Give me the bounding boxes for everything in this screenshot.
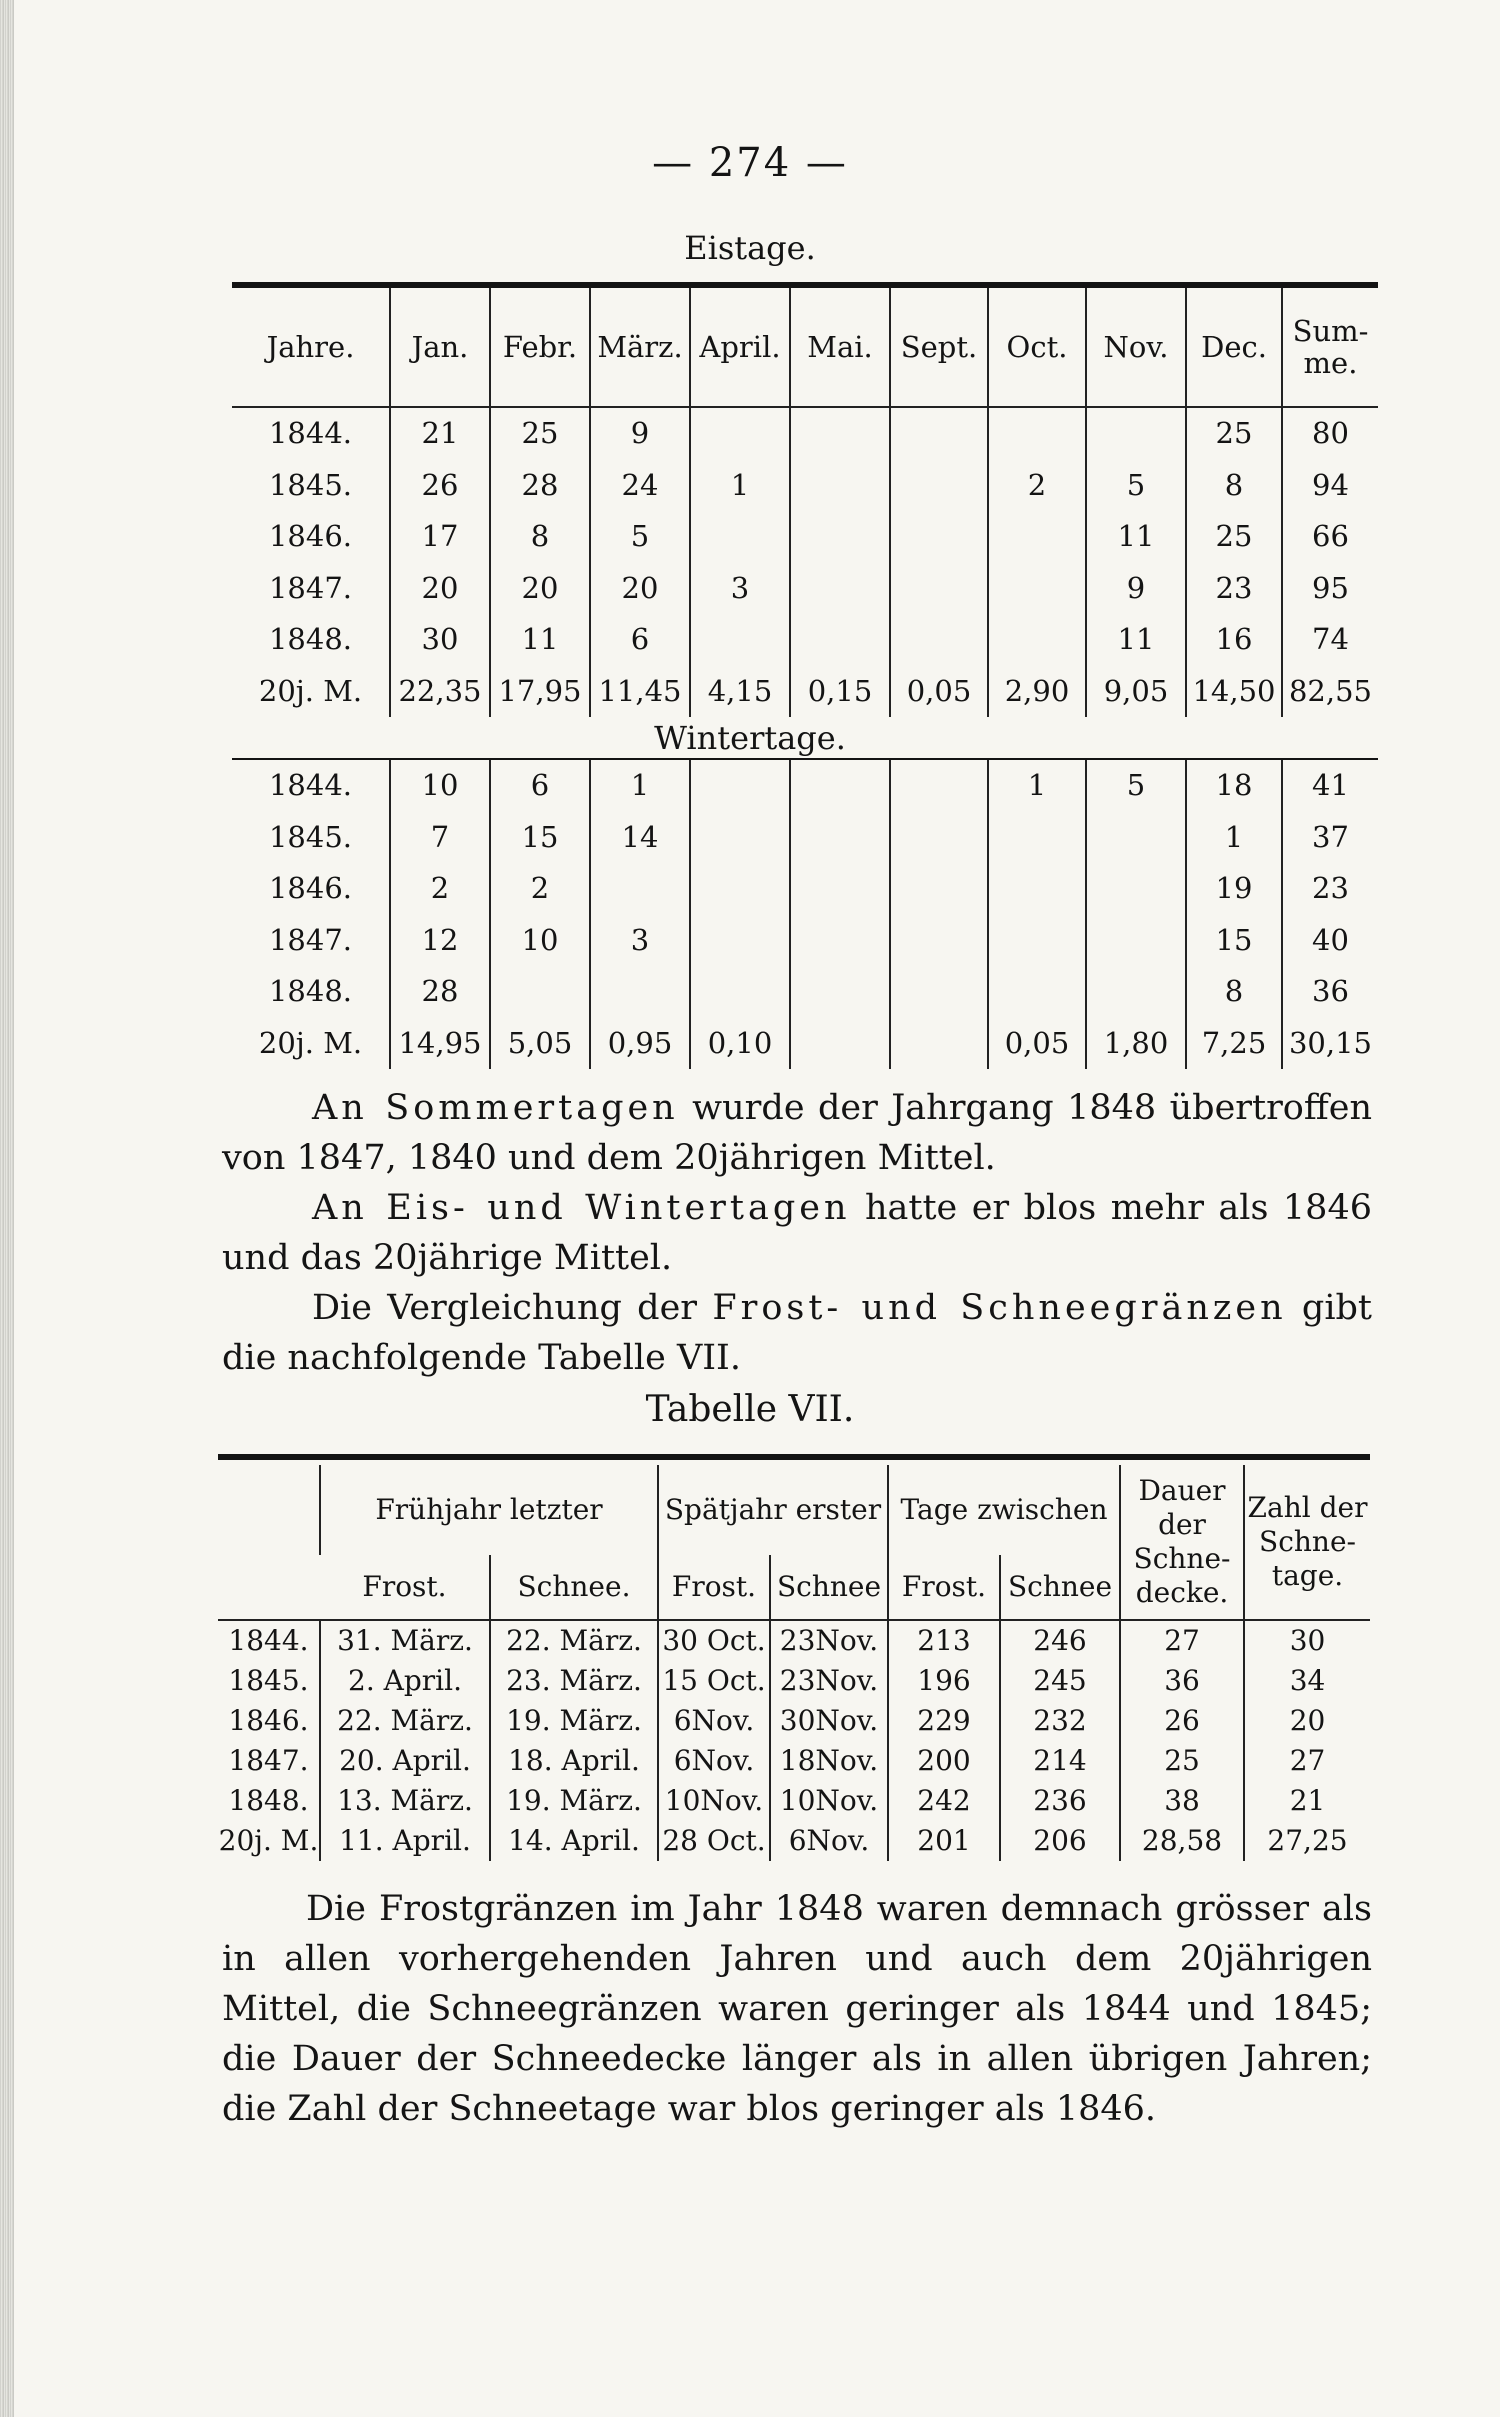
table-cell bbox=[890, 812, 988, 864]
table-cell: 9 bbox=[1086, 563, 1186, 615]
table-cell bbox=[988, 966, 1086, 1018]
header-jan: Jan. bbox=[390, 288, 490, 407]
table-cell: 20. April. bbox=[320, 1741, 490, 1781]
table-cell: 95 bbox=[1282, 563, 1378, 615]
table-cell: 10Nov. bbox=[658, 1781, 770, 1821]
table-cell: 23 bbox=[1186, 563, 1282, 615]
table-cell: 8 bbox=[1186, 460, 1282, 512]
eistage-table bbox=[232, 288, 1378, 717]
table-cell: 22. März. bbox=[320, 1701, 490, 1741]
paragraph-text: wurde der Jahrgang 1848 übertroffen von 1847, 1840 und dem 20jährigen Mittel. bbox=[222, 1088, 1372, 1178]
subheader-tage-frost: Frost. bbox=[888, 1555, 1000, 1620]
table-cell: 7 bbox=[390, 812, 490, 864]
row-year-cell: 1844. bbox=[268, 416, 353, 450]
table-row bbox=[218, 1741, 1370, 1781]
table-cell: 26 bbox=[390, 460, 490, 512]
table-cell bbox=[790, 614, 890, 666]
table-cell bbox=[890, 863, 988, 915]
eistage-caption: Eistage. bbox=[684, 229, 816, 267]
table-row bbox=[232, 812, 1378, 864]
table-cell bbox=[790, 915, 890, 967]
table-cell: 1,80 bbox=[1086, 1018, 1186, 1070]
table-cell: 15 bbox=[490, 812, 590, 864]
table-cell bbox=[890, 614, 988, 666]
table-cell: 214 bbox=[1000, 1741, 1120, 1781]
table-cell: 23Nov. bbox=[770, 1661, 888, 1701]
table-cell: 11 bbox=[1086, 614, 1186, 666]
table-cell: 82,55 bbox=[1282, 666, 1378, 718]
table-cell bbox=[1086, 407, 1186, 460]
table-cell: 30Nov. bbox=[770, 1701, 888, 1741]
table-cell: 10 bbox=[490, 915, 590, 967]
subheader-spaetjahr-frost: Frost. bbox=[658, 1555, 770, 1620]
table-cell: 229 bbox=[888, 1701, 1000, 1741]
table-cell: 25 bbox=[1120, 1741, 1244, 1781]
row-year-cell: 1844. bbox=[228, 1624, 309, 1657]
table-cell: 37 bbox=[1282, 812, 1378, 864]
table-cell: 0,15 bbox=[790, 666, 890, 718]
table-cell: 18Nov. bbox=[770, 1741, 888, 1781]
eistage-body bbox=[232, 407, 1378, 717]
row-year-cell: 1848. bbox=[268, 622, 353, 656]
table-row bbox=[232, 511, 1378, 563]
tabelle-vii-table bbox=[218, 1465, 1370, 1861]
table-cell bbox=[790, 511, 890, 563]
table-cell: 14. April. bbox=[490, 1821, 658, 1861]
table-cell: 15 Oct. bbox=[658, 1661, 770, 1701]
table-cell bbox=[490, 966, 590, 1018]
table-row bbox=[232, 614, 1378, 666]
header-dauer: Dauer der Schne-decke. bbox=[1120, 1465, 1244, 1620]
table-cell: 4,15 bbox=[690, 666, 790, 718]
table-cell: 17,95 bbox=[490, 666, 590, 718]
paragraph-text: gibt die nachfolgende Tabelle VII. bbox=[222, 1288, 1372, 1378]
row-year-cell: 1846. bbox=[268, 871, 353, 905]
header-jahre: Jahre. bbox=[266, 330, 355, 364]
table-cell: 1 bbox=[1186, 812, 1282, 864]
subheader-fruehjahr-frost: Frost. bbox=[362, 1570, 447, 1603]
table-cell: 246 bbox=[1000, 1620, 1120, 1661]
table-cell bbox=[690, 966, 790, 1018]
table-cell bbox=[890, 915, 988, 967]
header-spaetjahr: Spätjahr erster bbox=[658, 1465, 888, 1555]
row-year-cell: 1846. bbox=[228, 1704, 309, 1737]
table-cell: 38 bbox=[1120, 1781, 1244, 1821]
table-cell: 6Nov. bbox=[658, 1701, 770, 1741]
table-cell: 80 bbox=[1282, 407, 1378, 460]
table-cell: 1 bbox=[690, 460, 790, 512]
wintertage-table bbox=[232, 760, 1378, 1069]
table-cell: 9,05 bbox=[1086, 666, 1186, 718]
table-cell bbox=[790, 966, 890, 1018]
table-cell: 236 bbox=[1000, 1781, 1120, 1821]
table-cell: 25 bbox=[490, 407, 590, 460]
table-cell: 28 Oct. bbox=[658, 1821, 770, 1861]
tabelle-vii-body bbox=[218, 1620, 1370, 1861]
table-cell: 15 bbox=[1186, 915, 1282, 967]
row-year-cell: 1844. bbox=[268, 768, 353, 802]
wintertage-caption: Wintertage. bbox=[654, 719, 846, 757]
header-dec: Dec. bbox=[1186, 288, 1282, 407]
table-cell: 30,15 bbox=[1282, 1018, 1378, 1070]
table-cell: 18 bbox=[1186, 760, 1282, 812]
paragraph-eis-wintertage bbox=[222, 1183, 1372, 1283]
table-row bbox=[218, 1620, 1370, 1661]
table-cell: 2,90 bbox=[988, 666, 1086, 718]
row-year-cell: 1848. bbox=[268, 974, 353, 1008]
wintertage-body bbox=[232, 760, 1378, 1069]
table-row bbox=[218, 1781, 1370, 1821]
row-year-cell: 1847. bbox=[228, 1744, 309, 1777]
table-cell: 34 bbox=[1244, 1661, 1370, 1701]
table-row bbox=[218, 1661, 1370, 1701]
table-cell: 23Nov. bbox=[770, 1620, 888, 1661]
table-row bbox=[232, 666, 1378, 718]
table-cell: 201 bbox=[888, 1821, 1000, 1861]
table-cell: 19. März. bbox=[490, 1701, 658, 1741]
table-cell: 21 bbox=[390, 407, 490, 460]
table-cell bbox=[790, 460, 890, 512]
table-cell: 30 bbox=[1244, 1620, 1370, 1661]
table-cell bbox=[790, 563, 890, 615]
table-cell: 36 bbox=[1282, 966, 1378, 1018]
table-cell: 27 bbox=[1244, 1741, 1370, 1781]
table-cell: 22,35 bbox=[390, 666, 490, 718]
table-cell bbox=[690, 760, 790, 812]
table-cell: 8 bbox=[1186, 966, 1282, 1018]
tabelle-vii-caption: Tabelle VII. bbox=[645, 1389, 855, 1430]
table-cell: 11. April. bbox=[320, 1821, 490, 1861]
spaced-phrase: An Eis- und Wintertagen bbox=[312, 1188, 851, 1228]
table-cell bbox=[988, 511, 1086, 563]
table-cell bbox=[1086, 966, 1186, 1018]
table-cell: 206 bbox=[1000, 1821, 1120, 1861]
table-cell: 24 bbox=[590, 460, 690, 512]
table-cell: 17 bbox=[390, 511, 490, 563]
table-row bbox=[232, 863, 1378, 915]
table-cell: 242 bbox=[888, 1781, 1000, 1821]
table-cell: 21 bbox=[1244, 1781, 1370, 1821]
table-row bbox=[218, 1701, 1370, 1741]
table-cell bbox=[690, 407, 790, 460]
page-binding-edge bbox=[0, 0, 14, 2417]
table-cell: 30 bbox=[390, 614, 490, 666]
spaced-phrase: Frost- und Schneegränzen bbox=[712, 1288, 1287, 1328]
table-cell bbox=[790, 1018, 890, 1070]
table-cell bbox=[890, 760, 988, 812]
paragraph-vergleichung bbox=[222, 1283, 1372, 1383]
table-cell bbox=[988, 863, 1086, 915]
table-cell: 14 bbox=[590, 812, 690, 864]
spaced-phrase: An Sommertagen bbox=[312, 1088, 679, 1128]
table-cell: 245 bbox=[1000, 1661, 1120, 1701]
header-mai: Mai. bbox=[790, 288, 890, 407]
table-cell: 40 bbox=[1282, 915, 1378, 967]
table-cell bbox=[1086, 812, 1186, 864]
table-cell: 6 bbox=[590, 614, 690, 666]
header-zahl: Zahl der Schne-tage. bbox=[1244, 1465, 1370, 1620]
table-cell bbox=[890, 460, 988, 512]
table-cell: 2 bbox=[390, 863, 490, 915]
table-row bbox=[232, 1018, 1378, 1070]
header-oct: Oct. bbox=[988, 288, 1086, 407]
table-cell bbox=[690, 863, 790, 915]
table-cell: 10Nov. bbox=[770, 1781, 888, 1821]
row-year-cell: 1845. bbox=[228, 1664, 309, 1697]
tabelle-vii-top-rule bbox=[218, 1454, 1370, 1460]
table-cell: 20 bbox=[390, 563, 490, 615]
subheader-spaetjahr-schnee: Schnee bbox=[770, 1555, 888, 1620]
table-cell: 11,45 bbox=[590, 666, 690, 718]
table-cell: 13. März. bbox=[320, 1781, 490, 1821]
row-year-cell: 1848. bbox=[228, 1784, 309, 1817]
table-row bbox=[232, 966, 1378, 1018]
table-cell bbox=[690, 812, 790, 864]
paragraph-sommertage bbox=[222, 1083, 1372, 1183]
table-cell bbox=[590, 966, 690, 1018]
table-cell: 0,05 bbox=[890, 666, 988, 718]
table-cell bbox=[890, 966, 988, 1018]
table-cell: 19. März. bbox=[490, 1781, 658, 1821]
table-cell: 31. März. bbox=[320, 1620, 490, 1661]
table-cell: 12 bbox=[390, 915, 490, 967]
row-year-cell: 1845. bbox=[268, 819, 353, 854]
table-cell: 20 bbox=[590, 563, 690, 615]
table-cell bbox=[1086, 863, 1186, 915]
table-row bbox=[232, 407, 1378, 460]
table-cell bbox=[1086, 915, 1186, 967]
table-row bbox=[218, 1821, 1370, 1861]
paragraph-frostgraenzen: Die Frostgränzen im Jahr 1848 waren demnach grösser als in allen vorhergehenden Jahren und auch dem 20jährigen Mittel, die Schneegränzen waren geringer als 1844 und 1845; die Dauer der Schneedecke länger als in allen übrigen Jahren; die Zahl der Schneetage war blos geringer als 1846. bbox=[222, 1889, 1372, 2129]
header-jahre-blank bbox=[218, 1465, 320, 1620]
table-cell bbox=[690, 614, 790, 666]
table-cell: 2 bbox=[490, 863, 590, 915]
header-summe: Sum-me. bbox=[1282, 288, 1378, 407]
row-year-cell: 1847. bbox=[268, 570, 353, 605]
table-cell: 6Nov. bbox=[770, 1821, 888, 1861]
row-year-cell: 1845. bbox=[268, 467, 353, 502]
table-cell: 8 bbox=[490, 511, 590, 563]
table-cell: 41 bbox=[1282, 760, 1378, 812]
table-cell: 9 bbox=[590, 407, 690, 460]
table-row bbox=[232, 760, 1378, 812]
table-cell: 28 bbox=[490, 460, 590, 512]
table-cell: 1 bbox=[590, 760, 690, 812]
table-cell: 25 bbox=[1186, 407, 1282, 460]
table-cell bbox=[690, 511, 790, 563]
table-cell bbox=[690, 915, 790, 967]
table-cell: 5 bbox=[1086, 760, 1186, 812]
table-cell bbox=[890, 407, 988, 460]
table-cell: 20 bbox=[1244, 1701, 1370, 1741]
table-cell: 28 bbox=[390, 966, 490, 1018]
table-cell bbox=[890, 1018, 988, 1070]
table-cell bbox=[590, 863, 690, 915]
table-cell bbox=[790, 407, 890, 460]
table-cell bbox=[988, 407, 1086, 460]
subheader-fruehjahr-schnee: Schnee. bbox=[490, 1555, 658, 1620]
paragraph-text: hatte er blos mehr als 1846 und das 20jährige Mittel. bbox=[222, 1188, 1372, 1278]
header-april: April. bbox=[690, 288, 790, 407]
table-cell: 232 bbox=[1000, 1701, 1120, 1741]
table-cell bbox=[890, 511, 988, 563]
header-tage: Tage zwischen bbox=[888, 1465, 1120, 1555]
table-cell bbox=[988, 614, 1086, 666]
table-cell: 22. März. bbox=[490, 1620, 658, 1661]
table-cell: 74 bbox=[1282, 614, 1378, 666]
header-sept: Sept. bbox=[890, 288, 988, 407]
table-cell: 10 bbox=[390, 760, 490, 812]
table-cell: 36 bbox=[1120, 1661, 1244, 1701]
table-cell: 3 bbox=[690, 563, 790, 615]
header-febr: Febr. bbox=[490, 288, 590, 407]
table-cell: 6 bbox=[490, 760, 590, 812]
table-cell: 18. April. bbox=[490, 1741, 658, 1781]
table-cell bbox=[790, 760, 890, 812]
table-cell: 7,25 bbox=[1186, 1018, 1282, 1070]
row-year-cell: 20j. M. bbox=[258, 1025, 363, 1060]
table-cell: 66 bbox=[1282, 511, 1378, 563]
table-cell: 94 bbox=[1282, 460, 1378, 512]
table-cell: 23. März. bbox=[490, 1661, 658, 1701]
subheader-tage-schnee: Schnee bbox=[1000, 1555, 1120, 1620]
table-cell: 213 bbox=[888, 1620, 1000, 1661]
paragraph-text: Die Vergleichung der bbox=[312, 1288, 713, 1328]
table-cell: 23 bbox=[1282, 863, 1378, 915]
table-cell: 11 bbox=[1086, 511, 1186, 563]
table-cell bbox=[988, 915, 1086, 967]
table-cell: 28,58 bbox=[1120, 1821, 1244, 1861]
table-cell: 5 bbox=[590, 511, 690, 563]
table-cell: 14,95 bbox=[390, 1018, 490, 1070]
table-cell: 6Nov. bbox=[658, 1741, 770, 1781]
table-cell: 1 bbox=[988, 760, 1086, 812]
page-number: — 274 — bbox=[652, 140, 848, 186]
table-cell: 0,05 bbox=[988, 1018, 1086, 1070]
table-cell bbox=[790, 863, 890, 915]
table-row bbox=[232, 460, 1378, 512]
row-year-cell: 1846. bbox=[268, 519, 353, 553]
table-cell: 19 bbox=[1186, 863, 1282, 915]
table-cell: 30 Oct. bbox=[658, 1620, 770, 1661]
table-cell: 27,25 bbox=[1244, 1821, 1370, 1861]
table-cell: 200 bbox=[888, 1741, 1000, 1781]
row-year-cell: 20j. M. bbox=[258, 673, 363, 708]
table-cell bbox=[988, 563, 1086, 615]
row-year-cell: 20j. M. bbox=[218, 1824, 319, 1857]
table-cell: 16 bbox=[1186, 614, 1282, 666]
table-cell: 0,95 bbox=[590, 1018, 690, 1070]
row-year-cell: 1847. bbox=[268, 922, 353, 957]
table-cell: 2. April. bbox=[320, 1661, 490, 1701]
header-maerz: März. bbox=[590, 288, 690, 407]
table-cell: 25 bbox=[1186, 511, 1282, 563]
table-row bbox=[232, 563, 1378, 615]
header-nov: Nov. bbox=[1086, 288, 1186, 407]
table-cell: 5 bbox=[1086, 460, 1186, 512]
table-cell: 3 bbox=[590, 915, 690, 967]
table-row bbox=[232, 915, 1378, 967]
table-cell bbox=[988, 812, 1086, 864]
table-cell: 26 bbox=[1120, 1701, 1244, 1741]
table-cell: 20 bbox=[490, 563, 590, 615]
table-cell: 27 bbox=[1120, 1620, 1244, 1661]
table-cell: 14,50 bbox=[1186, 666, 1282, 718]
table-cell: 196 bbox=[888, 1661, 1000, 1701]
table-cell bbox=[790, 812, 890, 864]
table-cell: 5,05 bbox=[490, 1018, 590, 1070]
table-cell: 0,10 bbox=[690, 1018, 790, 1070]
header-fruehjahr: Frühjahr letzter bbox=[320, 1465, 658, 1555]
table-cell: 2 bbox=[988, 460, 1086, 512]
table-cell: 11 bbox=[490, 614, 590, 666]
table-cell bbox=[890, 563, 988, 615]
